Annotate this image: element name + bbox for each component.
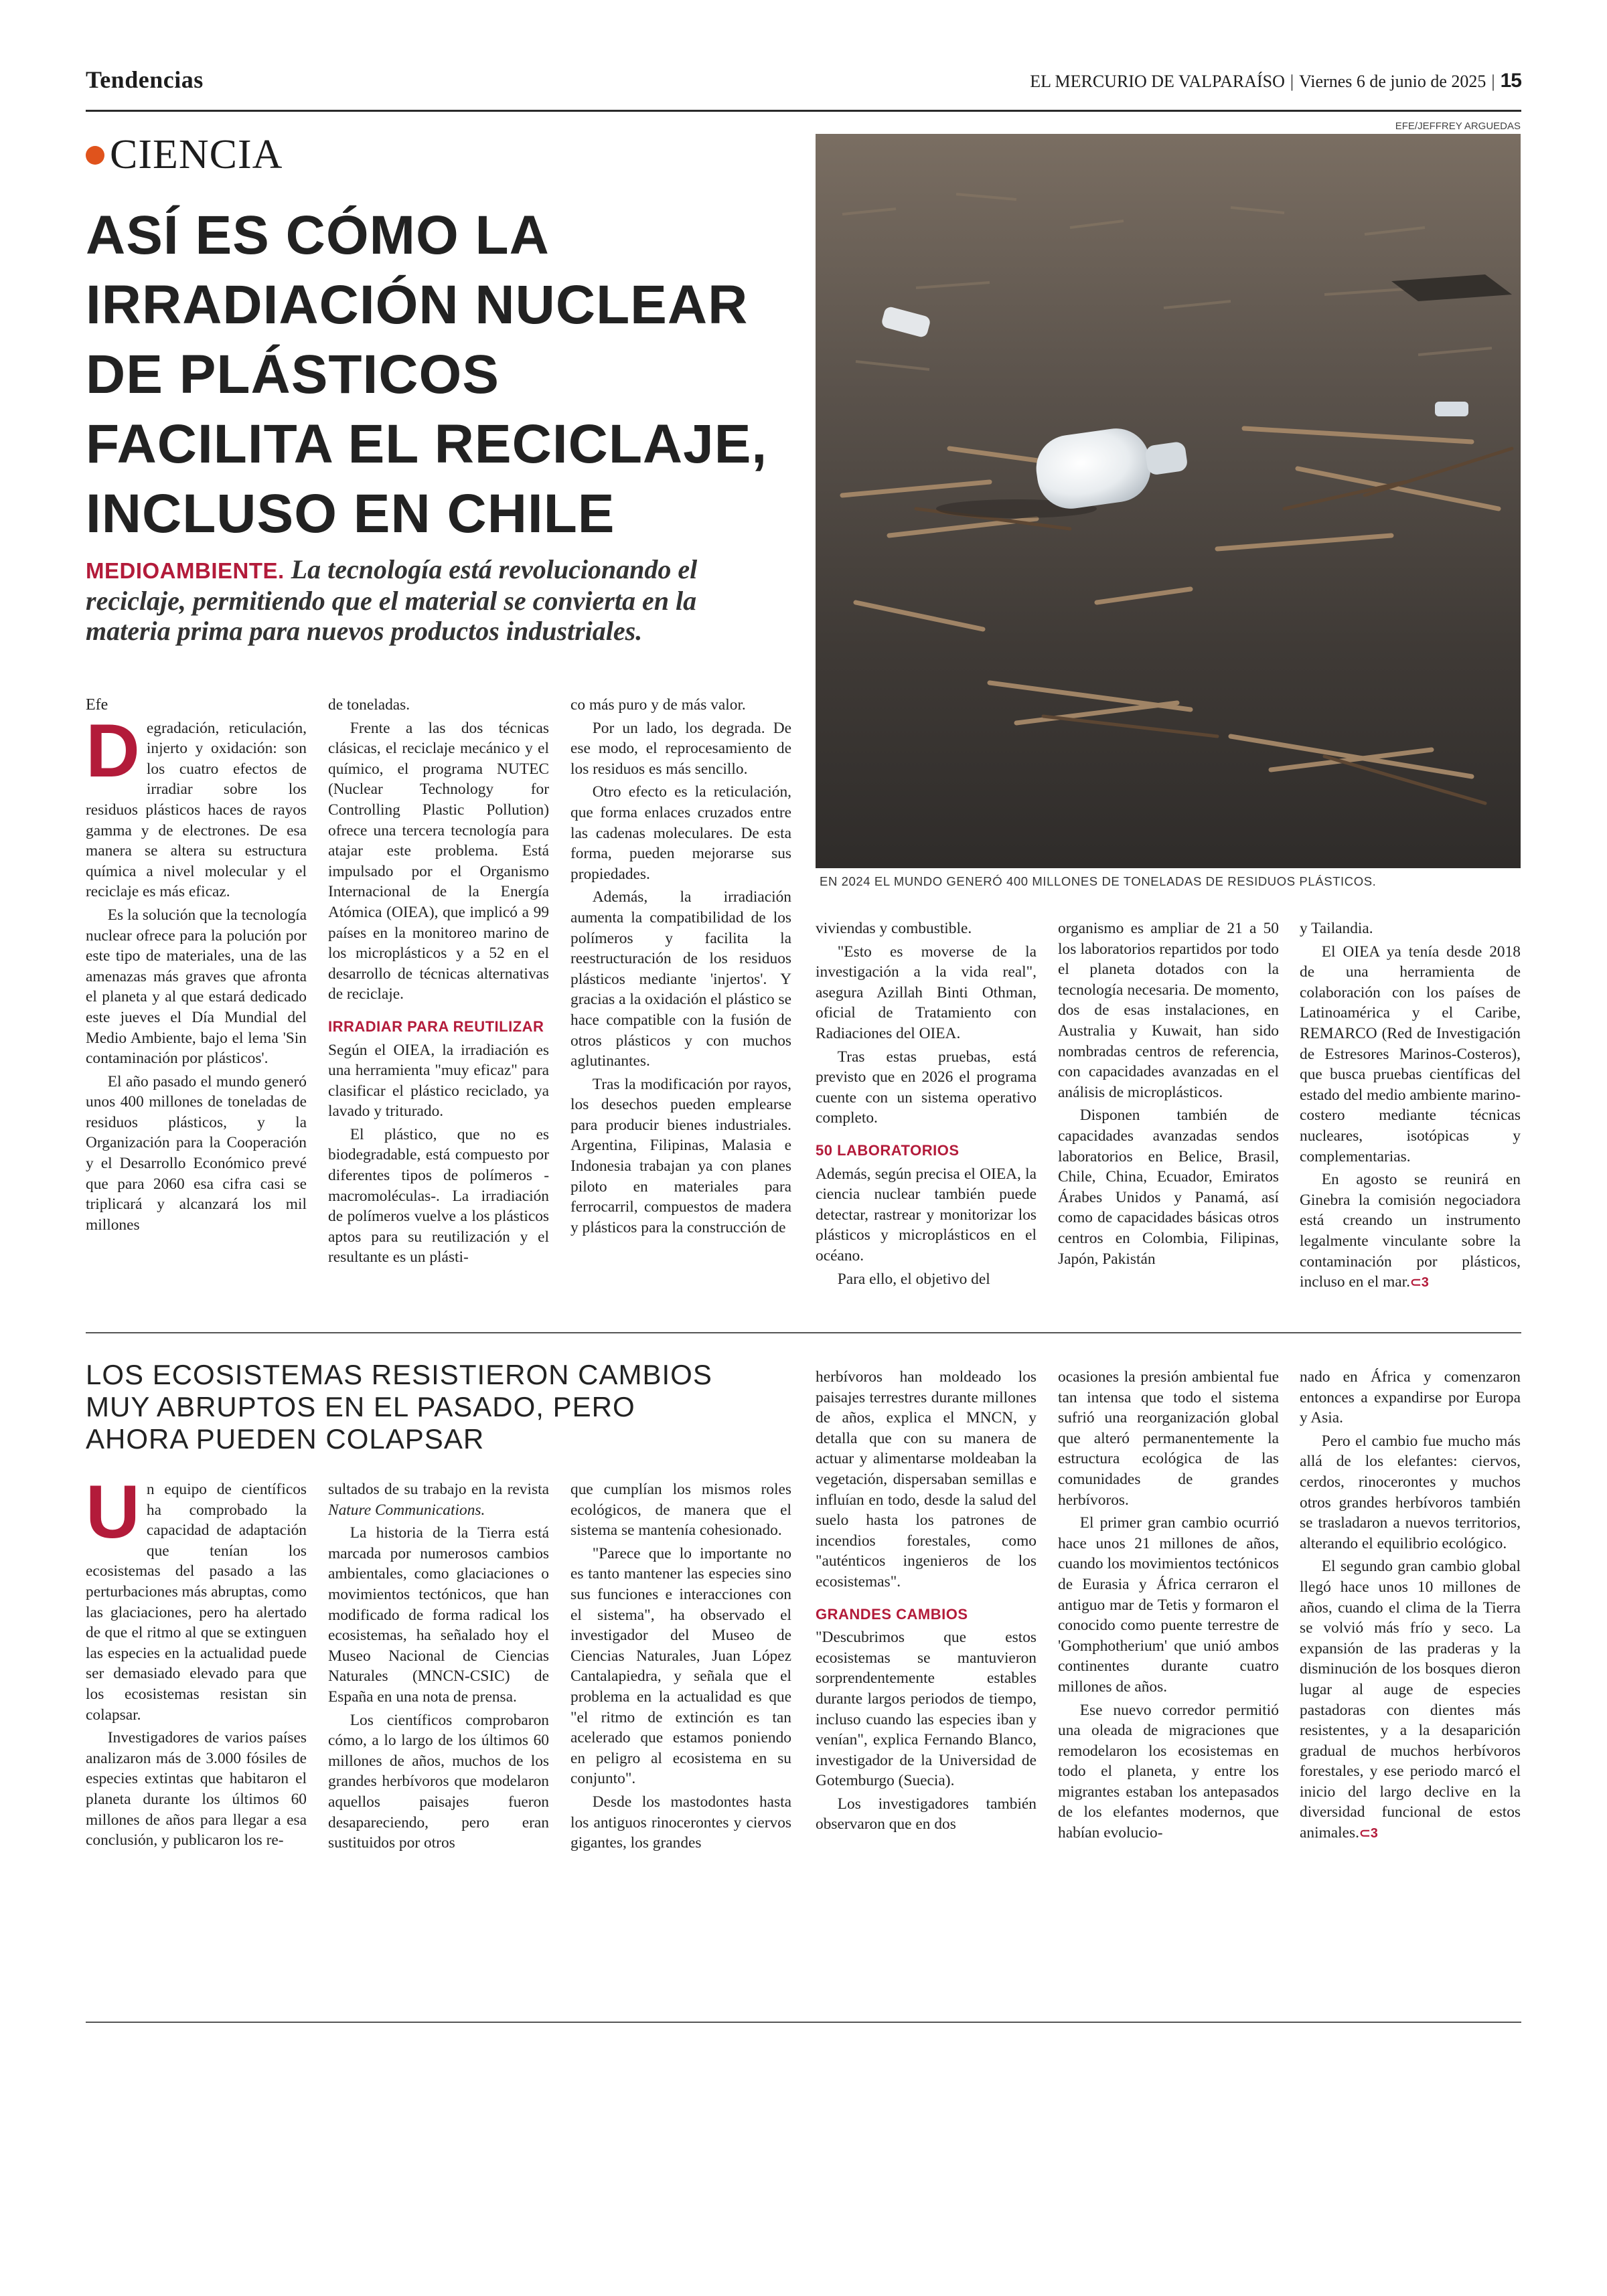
- drop-cap: D: [86, 708, 140, 793]
- subheading: IRRADIAR PARA REUTILIZAR: [328, 1017, 544, 1035]
- article1-deck: [86, 554, 775, 646]
- body-paragraph: El plástico, que no es biodegradable, está compuesto por diferentes tipos de polímeros -macromoléculas-. La irradiación de polímeros vuelve a los plásticos aptos para su reutilización y el resultante es un plásti-: [328, 1125, 549, 1266]
- subheading: GRANDES CAMBIOS: [816, 1605, 968, 1623]
- headline-line: DE PLÁSTICOS: [86, 344, 500, 405]
- masthead: EL MERCURIO DE VALPARAÍSO | Viernes 6 de junio de 2025 | 15: [1030, 70, 1521, 92]
- photo-credit: EFE/JEFFREY ARGUEDAS: [1395, 120, 1521, 132]
- body-paragraph: Tras estas pruebas, está previsto que en 2026 el programa cuente con un sistema operativo completo.: [816, 1048, 1037, 1127]
- body-paragraph: [1300, 1556, 1521, 1843]
- body-paragraph: Disponen también de capacidades avanzadas sendos laboratorios en Belice, Brasil, Chile, China, Ecuador, Emiratos Árabes Unidos y Panamá, así como de capacidades básicas otros centros en Colombia, Filipinas, Japón, Pakistán: [1058, 1106, 1279, 1268]
- body-paragraph: La historia de la Tierra está marcada por numerosos cambios ambientales, como glaciaciones o movimientos tectónicos, que han modificado de forma radical los ecosistemas, ha señalado hoy el Museo Nacional de Ciencias Naturales (MNCN-CSIC) de España en una nota de prensa.: [328, 1524, 549, 1706]
- body-paragraph: nado en África y comenzaron entonces a expandirse por Europa y Asia.: [1300, 1368, 1521, 1427]
- page-bottom-rule: [86, 2022, 1521, 2023]
- body-paragraph: [86, 708, 307, 902]
- body-paragraph: "Parece que lo importante no es tanto mantener las especies sino sus funciones e interacciones con el sistema", ha observado el investigador del Museo de Ciencias Naturales, Juan López Cantalapiedra, y señala que el problema en la actualidad es que "el ritmo de extinción es tan acelerado que estamos poniendo en peligro al ecosistema en su conjunto".: [570, 1544, 791, 1788]
- body-paragraph: Para ello, el objetivo del: [837, 1270, 990, 1288]
- category-dot-icon: [86, 146, 104, 165]
- article2-column-5: [1058, 1367, 1279, 1846]
- article2-column-2: [328, 1479, 549, 1856]
- headline-line: AHORA PUEDEN COLAPSAR: [86, 1423, 485, 1455]
- article2-column-3: [570, 1479, 791, 1856]
- body-paragraph: Los investigadores también observaron que en dos: [816, 1795, 1037, 1833]
- paragraph-text: El segundo gran cambio global llegó hace unos 10 millones de años, cuando el clima de la Tierra se volvió más frío y seco. La expansión de las praderas y la disminución de los bosques dieron lugar al auge de especies pastadoras con dientes más resistentes, y a la desaparición gradual de muchos herbívoros forestales, y ese periodo marcó el inicio del largo declive en la diversidad funcional de estos animales.: [1300, 1558, 1521, 1842]
- article1-headline: [86, 201, 795, 549]
- headline-line: LOS ECOSISTEMAS RESISTIERON CAMBIOS: [86, 1359, 712, 1390]
- article2-column-1: [86, 1470, 307, 1854]
- headline-line: INCLUSO EN CHILE: [86, 483, 615, 544]
- article2-column-6: [1300, 1367, 1521, 1847]
- body-paragraph: y Tailandia.: [1300, 920, 1373, 937]
- body-paragraph: El OIEA ya tenía desde 2018 de una herramienta de colaboración con los países de Latinoamérica y el Caribe, REMARCO (Red de Investigación de Estresores Marinos-Costeros), que busca pruebas científicas del estado del medio ambiente marino-costero mediante técnicas nucleares, isotópicas y complementarias.: [1300, 942, 1521, 1165]
- beach-plastic-photo: [816, 134, 1521, 868]
- header-rule: [86, 110, 1521, 112]
- section-tag: Tendencias: [86, 66, 204, 93]
- publication-name: EL MERCURIO DE VALPARAÍSO: [1030, 72, 1285, 91]
- body-paragraph: "Descubrimos que estos ecosistemas se mantuvieron sorprendentemente estables durante largos periodos de tiempo, incluso cuando las especies iban y venían", explica Fernando Blanco, investigador de la Universidad de Gotemburgo (Suecia).: [816, 1629, 1037, 1790]
- body-paragraph: Investigadores de varios países analizaron más de 3.000 fósiles de especies extintas que habitaron el planeta durante los últimos 60 millones de años para llegar a esa conclusión, y publicaron los re-: [86, 1729, 307, 1850]
- body-paragraph: Tras la modificación por rayos, los desechos pueden emplearse para producir bienes industriales. Argentina, Filipinas, Malasia e Indonesia trabajan ya con planes piloto en materiales para ferrocarril, compuestos de madera y plásticos para la construcción de: [570, 1075, 791, 1236]
- body-paragraph: Por un lado, los degrada. De ese modo, el reprocesamiento de los residuos es más sencillo.: [570, 719, 791, 778]
- body-paragraph: Ese nuevo corredor permitió una oleada de migraciones que remodelaron los ecosistemas en todo el planeta, y entre los migrantes estaban los antepasados de los elefantes modernos, que habían evolucio-: [1058, 1701, 1279, 1842]
- body-paragraph: El año pasado el mundo generó unos 400 millones de toneladas de residuos plásticos, y la Organización para la Cooperación y el Desarrollo Económico prevé que para 2060 esa cifra casi se triplicará y alcanzará los mil millones: [86, 1072, 307, 1234]
- paragraph-text: sultados de su trabajo en la revista: [328, 1481, 549, 1498]
- body-paragraph: [1300, 1169, 1521, 1293]
- body-paragraph: Los científicos comprobaron cómo, a lo largo de los últimos 60 millones de años, muchos de los grandes herbívoros que modelaron aquellos paisajes fueron desapareciendo, pero eran sustituidos por otros: [328, 1711, 549, 1852]
- deck-kicker: MEDIOAMBIENTE.: [86, 558, 285, 583]
- journal-name: Nature Communications.: [328, 1501, 485, 1519]
- headline-line: ASÍ ES CÓMO LA: [86, 205, 550, 266]
- deck-text: La tecnología está revolucionando el reciclaje, permitiendo que el material se convierta en la materia prima para nuevos productos industriales.: [86, 554, 698, 646]
- article1-column-4: [816, 918, 1037, 1292]
- paragraph-text: En agosto se reunirá en Ginebra la comisión negociadora está creando un instrumento legalmente vinculante sobre la contaminación por plásticos, incluso en el mar.: [1300, 1171, 1521, 1291]
- category-label: [86, 131, 283, 179]
- article2-headline: [86, 1359, 755, 1455]
- body-paragraph: Otro efecto es la reticulación, que forma enlaces cruzados entre las cadenas moleculares. De esta forma, pueden mejorarse sus propiedades.: [570, 783, 791, 883]
- article1-column-3: [570, 695, 791, 1240]
- headline-line: IRRADIACIÓN NUCLEAR: [86, 274, 749, 335]
- body-paragraph: de toneladas.: [328, 696, 410, 714]
- category-text: CIENCIA: [110, 132, 283, 177]
- end-mark-icon: ⊂3: [1410, 1275, 1429, 1291]
- drop-cap: U: [86, 1470, 140, 1554]
- body-paragraph: Según el OIEA, la irradiación es una herramienta "muy eficaz" para clasificar el plástico reciclado, ya lavado y triturado.: [328, 1041, 549, 1121]
- body-paragraph: Desde los mastodontes hasta los antiguos rinocerontes y ciervos gigantes, los grandes: [570, 1793, 791, 1852]
- end-mark-icon: ⊂3: [1359, 1826, 1378, 1841]
- body-paragraph: herbívoros han moldeado los paisajes terrestres durante millones de años, explica el MNCN, y detalla que con su manera de actuar y alimentarse moldeaban la vegetación, dispersaban semillas e influían en todo, desde la salud del suelo hasta los patrones de incendios forestales, como "auténticos ingenieros de los ecosistemas".: [816, 1368, 1037, 1590]
- article1-column-2: [328, 695, 549, 1270]
- body-paragraph: que cumplían los mismos roles ecológicos, de manera que el sistema se mantenía cohesionado.: [570, 1481, 791, 1540]
- paragraph-text: n equipo de científicos ha comprobado la capacidad de adaptación que tenían los ecosistemas del pasado a las perturbaciones más abruptas, como las glaciaciones, pero ha alertado de que el ritmo al que se extinguen las especies en la actualidad puede ser demasiado elevado para que los ecosistemas resistan sin colapsar.: [86, 1481, 307, 1724]
- byline: Efe: [86, 696, 108, 714]
- body-paragraph: [86, 1470, 307, 1725]
- body-paragraph: Es la solución que la tecnología nuclear ofrece para la polución por este tipo de materiales, una de las amenazas más graves que afronta el planeta y al que estará dedicado este jueves el Día Mundial del Medio Ambiente, bajo el lema 'Sin contaminación por plásticos'.: [86, 906, 307, 1068]
- article1-column-1: [86, 695, 307, 1238]
- photo-caption: EN 2024 EL MUNDO GENERÓ 400 MILLONES DE TONELADAS DE RESIDUOS PLÁSTICOS.: [820, 874, 1377, 888]
- photo-illustration: [816, 134, 1521, 868]
- body-paragraph: Frente a las dos técnicas clásicas, el reciclaje mecánico y el químico, el programa NUTEC (Nuclear Technology for Controlling Plastic Pollution) ofrece una tercera tecnología para atajar este problema. Está impulsado por el Organismo Internacional de la Energía Atómica (OIEA), que implicó a 99 países en la monitoreo marino de los microplásticos y a 52 en el desarrollo de técnicas alternativas de reciclaje.: [328, 719, 549, 1003]
- body-paragraph: [328, 1479, 549, 1520]
- headline-line: FACILITA EL RECICLAJE,: [86, 414, 768, 475]
- article1-column-5: [1058, 918, 1279, 1272]
- body-paragraph: "Esto es moverse de la investigación a la vida real", asegura Azillah Binti Othman, oficial de Tratamiento con Radiaciones del OIEA.: [816, 942, 1037, 1042]
- issue-date: Viernes 6 de junio de 2025: [1299, 72, 1486, 91]
- body-paragraph: Además, según precisa el OIEA, la ciencia nuclear también puede detectar, rastrear y monitorizar los plásticos y microplásticos en el océano.: [816, 1165, 1037, 1264]
- body-paragraph: organismo es ampliar de 21 a 50 los laboratorios repartidos por todo el planeta dotados con la tecnología necesaria. De momento, dos de esas instalaciones, en Australia y Kuwait, han sido nombradas centros de referencia, con capacidades avanzadas en el análisis de microplásticos.: [1058, 920, 1279, 1101]
- article1-column-6: [1300, 918, 1521, 1296]
- body-paragraph: Además, la irradiación aumenta la compatibilidad de los polímeros y facilita la reestructuración de los residuos plásticos mediante 'injertos'. Y gracias a la oxidación el plástico se hace compatible con la fusión de otros plásticos y con muchos aglutinantes.: [570, 888, 791, 1070]
- article2-column-4: [816, 1367, 1037, 1837]
- body-paragraph: ocasiones la presión ambiental fue tan intensa que todo el sistema sufrió una reorganización global que alteró permanentemente la estructura ecológica de las comunidades de grandes herbívoros.: [1058, 1368, 1279, 1509]
- page-number-logo: 15: [1500, 70, 1521, 92]
- body-paragraph: Pero el cambio fue mucho más allá de los elefantes: ciervos, cerdos, rinocerontes y muchos otros grandes herbívoros también se trasladaron a nuevos territorios, alterando el equilibrio ecológico.: [1300, 1432, 1521, 1552]
- article-divider: [86, 1332, 1521, 1333]
- body-paragraph: co más puro y de más valor.: [570, 696, 746, 714]
- body-paragraph: viviendas y combustible.: [816, 920, 972, 937]
- headline-line: MUY ABRUPTOS EN EL PASADO, PERO: [86, 1391, 635, 1422]
- paragraph-text: egradación, reticulación, injerto y oxidación: son los cuatro efectos de irradiar sobre los residuos plásticos haces de rayos gamma y de electrones. De esa manera se altera su estructura química a nivel molecular y el reciclaje es más eficaz.: [86, 719, 307, 901]
- body-paragraph: El primer gran cambio ocurrió hace unos 21 millones de años, cuando los movimientos tectónicos de Eurasia y África cerraron el antiguo mar de Tetis y formaron el conocido como puente terrestre de 'Gomphotherium' que unió ambos continentes durante cuatro millones de años.: [1058, 1514, 1279, 1696]
- subheading: 50 LABORATORIOS: [816, 1141, 960, 1159]
